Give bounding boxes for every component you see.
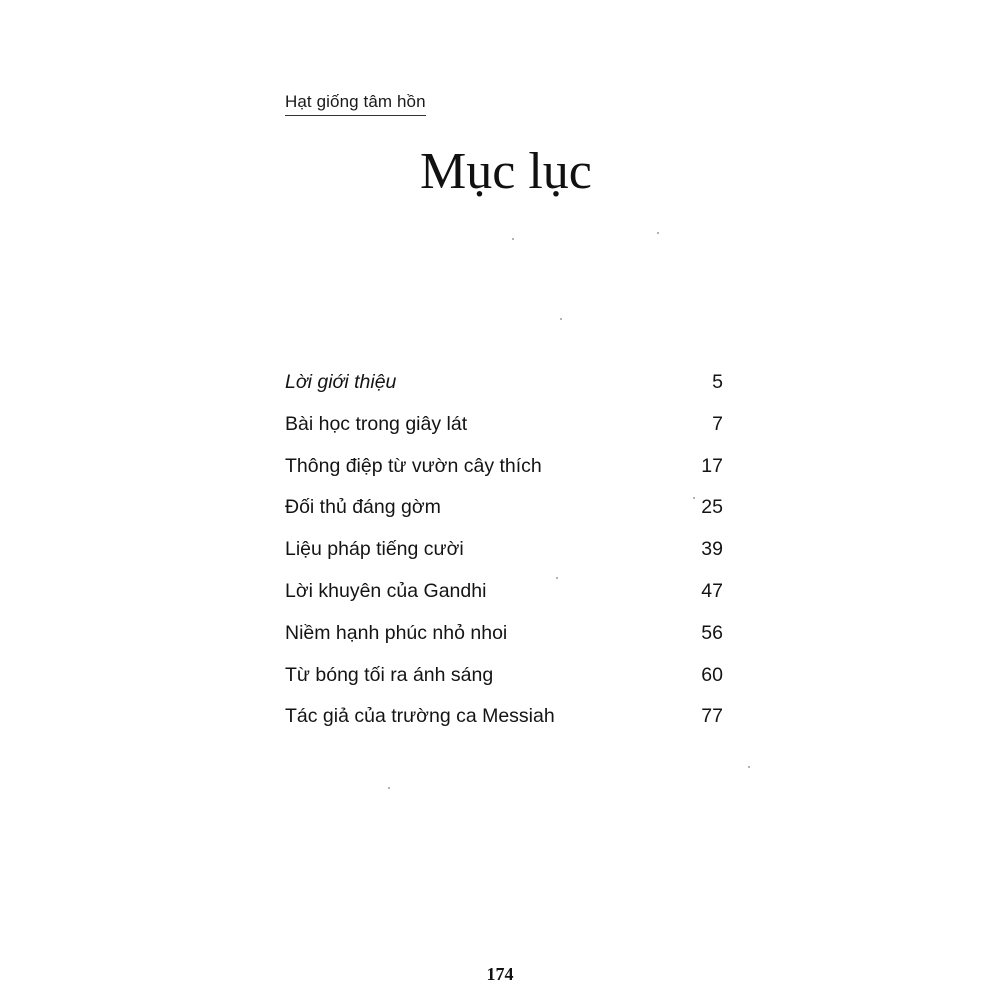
toc-entry: [285, 496, 723, 538]
page-title: Mục lục: [420, 143, 592, 200]
table-of-contents: [285, 371, 723, 747]
toc-entry: [285, 413, 723, 455]
toc-entry-page: 77: [701, 705, 723, 728]
toc-entry: [285, 538, 723, 580]
toc-entry-introduction: [285, 371, 723, 413]
toc-entry-page: 17: [701, 454, 723, 477]
toc-entry-page: 56: [701, 621, 723, 644]
toc-entry-title: Lời giới thiệu: [285, 371, 397, 393]
toc-entry: [285, 705, 723, 747]
toc-entry-title: Niềm hạnh phúc nhỏ nhoi: [285, 621, 508, 644]
toc-entry-page: 7: [712, 412, 723, 435]
toc-entry-title: Từ bóng tối ra ánh sáng: [285, 663, 494, 686]
toc-entry-title: Thông điệp từ vườn cây thích: [285, 454, 542, 477]
toc-entry: [285, 622, 723, 664]
scan-speck: [657, 232, 659, 234]
toc-entry-title: Đối thủ đáng gờm: [285, 496, 441, 519]
scan-speck: [512, 238, 514, 240]
toc-entry-title: Lời khuyên của Gandhi: [285, 579, 487, 602]
scan-speck: [693, 497, 695, 499]
scan-speck: [560, 318, 562, 320]
scan-speck: [556, 577, 558, 579]
scan-speck: [748, 766, 750, 768]
toc-entry-page: 39: [701, 538, 723, 561]
toc-entry-title: Tác giả của trường ca Messiah: [285, 705, 555, 728]
scan-speck: [388, 787, 390, 789]
toc-entry-page: 47: [701, 579, 723, 602]
toc-entry-page: 5: [712, 371, 723, 393]
toc-entry-title: Liệu pháp tiếng cười: [285, 538, 464, 561]
page-number: 174: [486, 964, 514, 984]
toc-entry: [285, 664, 723, 706]
running-header: Hạt giống tâm hồn: [285, 92, 426, 116]
toc-entry-page: 25: [701, 496, 723, 519]
toc-entry-page: 60: [701, 663, 723, 686]
toc-entry: [285, 455, 723, 497]
toc-entry-title: Bài học trong giây lát: [285, 412, 468, 435]
toc-entry: [285, 580, 723, 622]
